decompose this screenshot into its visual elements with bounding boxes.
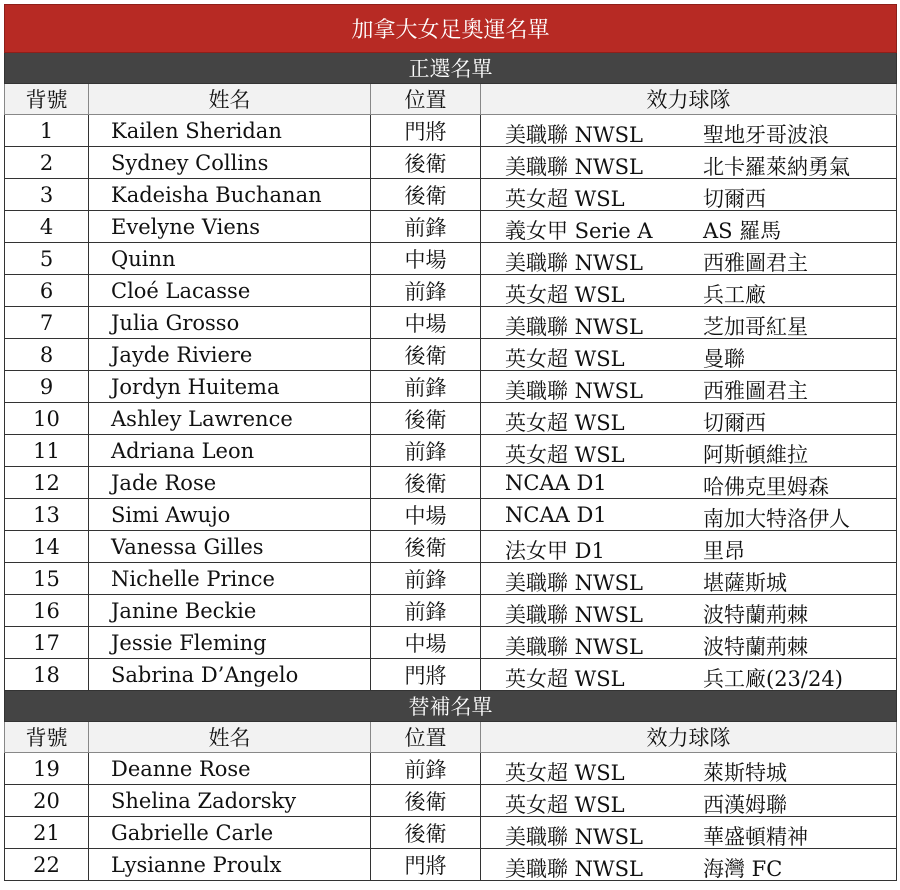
header-position: 位置 [371,84,481,115]
header-number: 背號 [5,722,89,753]
table-row [5,499,897,531]
player-club [481,275,897,307]
player-club [481,563,897,595]
club-team: 南加大特洛伊人 [703,507,850,531]
player-club [481,753,897,785]
club-team: 西雅圖君主 [703,251,808,275]
player-number: 13 [5,499,89,531]
table-row [5,531,897,563]
club-league: 美職聯 NWSL [505,155,643,179]
section-title: 替補名單 [5,691,897,722]
club-league: 美職聯 NWSL [505,603,643,627]
club-team: 聖地牙哥波浪 [703,123,829,147]
club-league: 美職聯 NWSL [505,857,643,881]
roster-document [4,4,896,881]
club-league: 英女超 WSL [505,667,625,691]
player-name: Quinn [89,243,371,275]
club-league: 美職聯 NWSL [505,635,643,659]
club-league: 美職聯 NWSL [505,571,643,595]
club-league: 法女甲 D1 [505,539,605,563]
table-row [5,595,897,627]
player-name: Jessie Fleming [89,627,371,659]
player-club [481,467,897,499]
player-position: 後衛 [371,785,481,817]
player-position: 前鋒 [371,435,481,467]
section-title-row [5,691,897,722]
player-number: 15 [5,563,89,595]
table-row [5,275,897,307]
player-name: Evelyne Viens [89,211,371,243]
club-team: 華盛頓精神 [703,825,808,849]
title-row [5,5,897,53]
club-team: 波特蘭荊棘 [703,635,808,659]
player-club [481,435,897,467]
table-row [5,403,897,435]
club-team: 堪薩斯城 [703,571,787,595]
player-position: 後衛 [371,339,481,371]
player-club [481,817,897,849]
club-team: 芝加哥紅星 [703,315,808,339]
club-team: 兵工廠 [703,283,766,307]
club-league: 英女超 WSL [505,187,625,211]
player-name: Julia Grosso [89,307,371,339]
player-number: 11 [5,435,89,467]
player-club [481,307,897,339]
table-row [5,115,897,147]
player-number: 21 [5,817,89,849]
club-team: 切爾西 [703,187,766,211]
player-name: Lysianne Proulx [89,849,371,881]
player-number: 5 [5,243,89,275]
club-team: 北卡羅萊納勇氣 [703,155,850,179]
player-name: Sabrina D’Angelo [89,659,371,691]
table-row [5,849,897,881]
player-club [481,371,897,403]
club-league: 美職聯 NWSL [505,379,643,403]
table-row [5,785,897,817]
player-name: Simi Awujo [89,499,371,531]
document-title: 加拿大女足奧運名單 [5,5,897,53]
club-league: 美職聯 NWSL [505,315,643,339]
club-team: 西雅圖君主 [703,379,808,403]
player-name: Jordyn Huitema [89,371,371,403]
club-team: 曼聯 [703,347,745,371]
club-league: 美職聯 NWSL [505,123,643,147]
player-club [481,179,897,211]
header-club: 效力球隊 [481,722,897,753]
table-row [5,147,897,179]
player-name: Gabrielle Carle [89,817,371,849]
player-club [481,595,897,627]
column-header-row [5,722,897,753]
player-position: 門將 [371,659,481,691]
player-name: Sydney Collins [89,147,371,179]
club-league: 英女超 WSL [505,411,625,435]
section-title-row [5,53,897,84]
player-club [481,339,897,371]
table-row [5,211,897,243]
player-position: 門將 [371,849,481,881]
club-team: 波特蘭荊棘 [703,603,808,627]
club-league: 美職聯 NWSL [505,825,643,849]
player-club [481,785,897,817]
header-name: 姓名 [89,722,371,753]
player-position: 後衛 [371,817,481,849]
player-position: 後衛 [371,531,481,563]
table-row [5,339,897,371]
player-number: 20 [5,785,89,817]
player-name: Jayde Riviere [89,339,371,371]
player-number: 17 [5,627,89,659]
club-league: 義女甲 Serie A [505,219,653,243]
player-name: Deanne Rose [89,753,371,785]
club-league: 美職聯 NWSL [505,251,643,275]
player-number: 1 [5,115,89,147]
player-club [481,211,897,243]
player-number: 6 [5,275,89,307]
club-team: 萊斯特城 [703,761,787,785]
table-row [5,817,897,849]
player-position: 前鋒 [371,371,481,403]
player-position: 前鋒 [371,211,481,243]
player-position: 中場 [371,307,481,339]
header-club: 效力球隊 [481,84,897,115]
player-club [481,243,897,275]
player-position: 後衛 [371,403,481,435]
player-number: 18 [5,659,89,691]
player-club [481,499,897,531]
table-row [5,435,897,467]
player-position: 中場 [371,627,481,659]
player-name: Nichelle Prince [89,563,371,595]
player-position: 後衛 [371,179,481,211]
player-position: 中場 [371,499,481,531]
club-team: 阿斯頓維拉 [703,443,808,467]
club-team: 海灣 FC [703,857,783,881]
table-row [5,307,897,339]
player-number: 4 [5,211,89,243]
club-team: 哈佛克里姆森 [703,475,829,499]
player-number: 16 [5,595,89,627]
player-position: 前鋒 [371,753,481,785]
club-team: 西漢姆聯 [703,793,787,817]
player-name: Jade Rose [89,467,371,499]
roster-table [4,4,897,881]
header-number: 背號 [5,84,89,115]
club-league: NCAA D1 [505,471,607,495]
player-club [481,849,897,881]
player-position: 門將 [371,115,481,147]
player-name: Cloé Lacasse [89,275,371,307]
column-header-row [5,84,897,115]
player-position: 前鋒 [371,595,481,627]
player-number: 14 [5,531,89,563]
table-row [5,753,897,785]
club-league: 英女超 WSL [505,283,625,307]
player-number: 2 [5,147,89,179]
player-name: Shelina Zadorsky [89,785,371,817]
table-row [5,179,897,211]
player-number: 10 [5,403,89,435]
player-position: 中場 [371,243,481,275]
player-name: Adriana Leon [89,435,371,467]
table-row [5,243,897,275]
player-number: 9 [5,371,89,403]
player-position: 後衛 [371,467,481,499]
club-team: 兵工廠(23/24) [703,667,843,691]
table-row [5,467,897,499]
player-number: 3 [5,179,89,211]
player-club [481,147,897,179]
player-club [481,403,897,435]
club-league: 英女超 WSL [505,347,625,371]
section-title: 正選名單 [5,53,897,84]
club-team: 切爾西 [703,411,766,435]
table-row [5,371,897,403]
player-position: 後衛 [371,147,481,179]
player-name: Janine Beckie [89,595,371,627]
header-name: 姓名 [89,84,371,115]
club-league: NCAA D1 [505,503,607,527]
header-position: 位置 [371,722,481,753]
player-name: Vanessa Gilles [89,531,371,563]
player-position: 前鋒 [371,275,481,307]
player-number: 19 [5,753,89,785]
club-team: 里昂 [703,539,745,563]
club-team: AS 羅馬 [703,219,782,243]
player-number: 8 [5,339,89,371]
player-club [481,659,897,691]
player-number: 12 [5,467,89,499]
table-row [5,659,897,691]
player-name: Kadeisha Buchanan [89,179,371,211]
player-club [481,627,897,659]
club-league: 英女超 WSL [505,761,625,785]
player-club [481,115,897,147]
club-league: 英女超 WSL [505,793,625,817]
player-name: Ashley Lawrence [89,403,371,435]
player-club [481,531,897,563]
player-number: 22 [5,849,89,881]
player-name: Kailen Sheridan [89,115,371,147]
player-position: 前鋒 [371,563,481,595]
table-row [5,563,897,595]
club-league: 英女超 WSL [505,443,625,467]
player-number: 7 [5,307,89,339]
table-row [5,627,897,659]
